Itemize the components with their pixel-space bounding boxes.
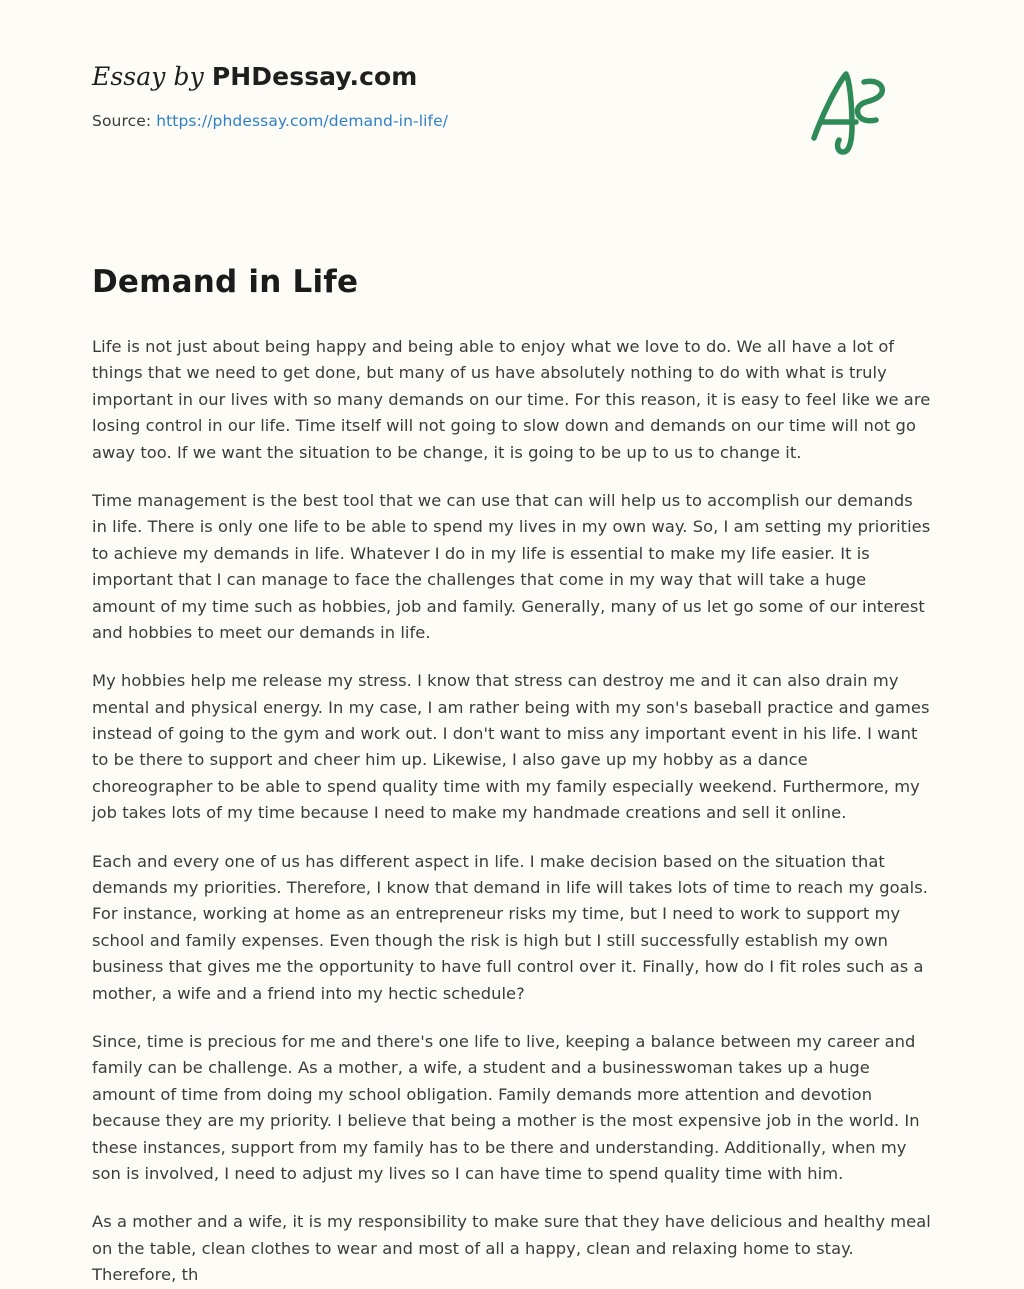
phdessay-logo-icon (794, 60, 904, 170)
brand-essay-label: Essay (92, 62, 166, 91)
source-label: Source: (92, 112, 157, 130)
brand-site-label: PHDessay.com (211, 62, 418, 91)
page-title: Demand in Life (92, 264, 359, 300)
paragraph: Each and every one of us has different aspect in life. I make decision based on the situation that demands my priorities. Therefore, I know that demand in life will takes lots of time to reach my goals. For instance, working at home as an entrepreneur risks my time, but I need to work to support my school and family expenses. Even though the risk is high but I still successfully establish my own business that gives me the opportunity to have full control over it. Finally, how do I fit roles such as a mother, a wife and a friend into my hectic schedule? (92, 851, 928, 1003)
document-header (92, 62, 932, 172)
essay-body (92, 334, 932, 1289)
source-url-link[interactable]: https://phdessay.com/demand-in-life/ (156, 112, 449, 130)
paragraph: My hobbies help me release my stress. I know that stress can destroy me and it can also drain my mental and physical energy. In my case, I am rather being with my son's baseball practice and games instead of going to the gym and work out. I don't want to miss any important event in his life. I want to be there to support and cheer him up. Likewise, I also gave up my hobby as a dance choreographer to be able to spend quality time with my family especially weekend. Furthermore, my job takes lots of my time because I need to make my handmade creations and sell it online. (92, 671, 930, 823)
paragraph-truncated: As a mother and a wife, it is my responsibility to make sure that they have delicious and healthy meal on the table, clean clothes to wear and most of all a happy, clean and relaxing home to stay. Therefore, th (92, 1212, 931, 1285)
paragraph: Time management is the best tool that we can use that can will help us to accomplish our demands in life. There is only one life to be able to spend my lives in my own way. So, I am setting my priorities to achieve my demands in life. Whatever I do in my life is essential to make my life easier. It is important that I can manage to face the challenges that come in my way that will take a huge amount of my time such as hobbies, job and family. Generally, many of us let go some of our interest and hobbies to meet our demands in life. (92, 490, 931, 642)
brand-by-label: by (165, 62, 212, 91)
paragraph: Since, time is precious for me and there's one life to live, keeping a balance between my career and family can be challenge. As a mother, a wife, a student and a businesswoman takes up a huge amount of time from doing my school obligation. Family demands more attention and devotion because they are my priority. I believe that being a mother is the most expensive job in the world. In these instances, support from my family has to be there and understanding. Additionally, when my son is involved, I need to adjust my lives so I can have time to spend quality time with him. (92, 1031, 920, 1183)
paragraph: Life is not just about being happy and being able to enjoy what we love to do. We all have a lot of things that we need to get done, but many of us have absolutely nothing to do with what is truly important in our lives with so many demands on our time. For this reason, it is easy to feel like we are losing control in our life. Time itself will not going to slow down and demands on our time will not go away too. If we want the situation to be change, it is going to be up to us to change it. (92, 337, 931, 462)
